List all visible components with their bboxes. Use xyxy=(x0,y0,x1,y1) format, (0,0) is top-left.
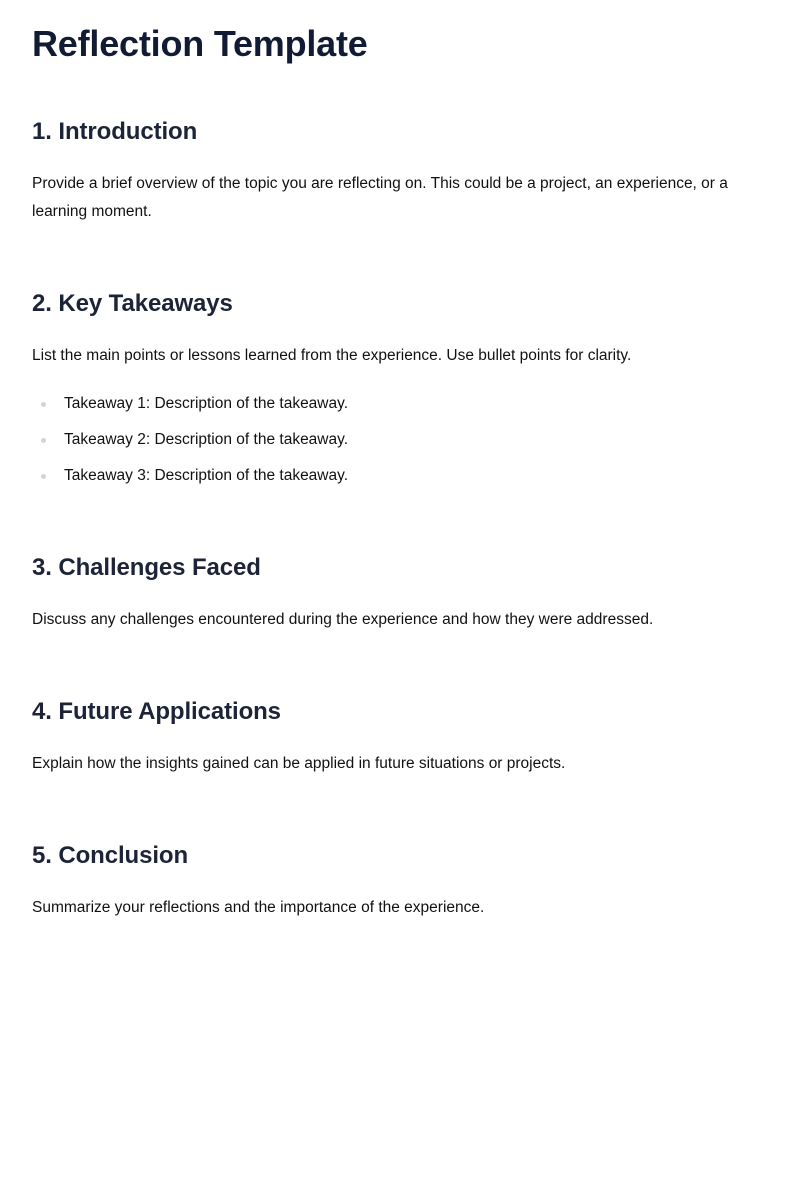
section-heading-key-takeaways: 2. Key Takeaways xyxy=(32,290,233,317)
section-conclusion xyxy=(32,840,768,922)
section-text-conclusion: Summarize your reflections and the importance of the experience. xyxy=(32,899,485,916)
page-title: Reflection Template xyxy=(32,23,368,64)
takeaways-list xyxy=(32,390,768,490)
section-heading-challenges-faced: 3. Challenges Faced xyxy=(32,554,261,581)
section-text-challenges-faced: Discuss any challenges encountered during the experience and how they were addressed. xyxy=(32,611,654,628)
section-challenges-faced xyxy=(32,552,768,634)
takeaway-item-2: Takeaway 2: Description of the takeaway. xyxy=(32,426,768,454)
section-future-applications xyxy=(32,696,768,778)
section-heading-conclusion: 5. Conclusion xyxy=(32,842,189,869)
takeaway-item-1: Takeaway 1: Description of the takeaway. xyxy=(32,390,768,418)
section-text-introduction: Provide a brief overview of the topic you are reflecting on. This could be a project, an experience, or a learning moment. xyxy=(32,175,728,220)
section-introduction xyxy=(32,116,768,226)
takeaway-item-3: Takeaway 3: Description of the takeaway. xyxy=(32,462,768,490)
section-text-future-applications: Explain how the insights gained can be applied in future situations or projects. xyxy=(32,755,566,772)
section-key-takeaways xyxy=(32,288,768,490)
section-heading-future-applications: 4. Future Applications xyxy=(32,698,281,725)
section-heading-introduction: 1. Introduction xyxy=(32,118,198,145)
section-text-key-takeaways: List the main points or lessons learned from the experience. Use bullet points for clarity. xyxy=(32,347,632,364)
